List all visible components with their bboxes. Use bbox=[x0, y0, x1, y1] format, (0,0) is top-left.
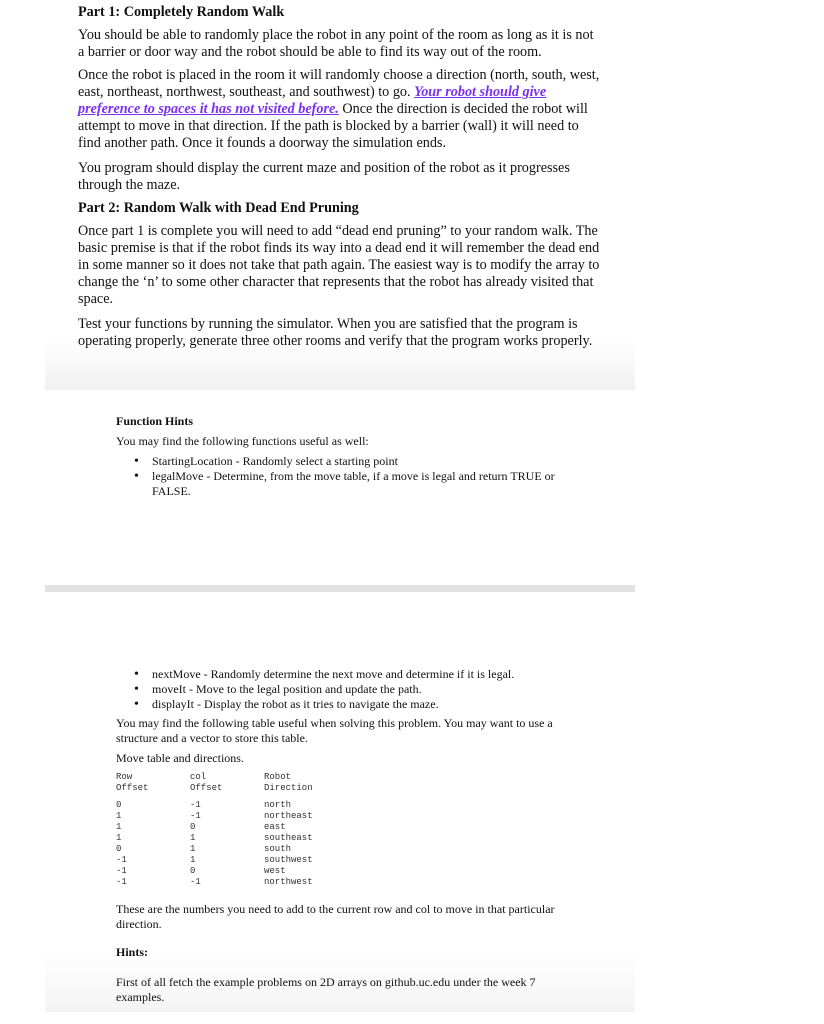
list-item: • moveIt - Move to the legal position and update the path. bbox=[116, 682, 576, 697]
list-item: • StartingLocation - Randomly select a starting point bbox=[116, 454, 576, 469]
row-offset-cell: 0 bbox=[116, 844, 122, 854]
table-row bbox=[116, 800, 344, 811]
part1-paragraph-3: You program should display the current maze and position of the robot as it progresses through the maze. bbox=[78, 160, 570, 193]
function-hints-intro: You may find the following functions useful as well: bbox=[116, 434, 369, 448]
col-offset-cell: 0 bbox=[190, 866, 196, 876]
list-item: • nextMove - Randomly determine the next move and determine if it is legal. bbox=[116, 667, 576, 682]
part1-paragraph-1: You should be able to randomly place the robot in any point of the room as long as it is not a barrier or door way and the robot should be able to find its way out of the room. bbox=[78, 27, 594, 60]
direction-cell: northwest bbox=[264, 877, 313, 887]
row-offset-cell: -1 bbox=[116, 855, 127, 865]
table-row bbox=[116, 833, 344, 844]
preference-link[interactable]: Your robot should give preference to spaces it has not visited before. bbox=[78, 84, 547, 117]
part1-paragraph-2-text: Once the robot is placed in the room it will randomly choose a direction (north, south, west, east, northeast, northwest, southeast, and southwest) to go. bbox=[78, 67, 600, 100]
hints-heading: Hints: bbox=[116, 945, 149, 959]
col-offset-cell: -1 bbox=[190, 811, 201, 821]
page-1 bbox=[45, 0, 635, 390]
header-text: col bbox=[190, 772, 207, 782]
row-offset-cell: 1 bbox=[116, 833, 122, 843]
hints-text: First of all fetch the example problems on 2D arrays on github.uc.edu under the week 7 examples. bbox=[116, 975, 536, 1004]
row-offset-cell: -1 bbox=[116, 877, 127, 887]
header-text: Robot bbox=[264, 772, 292, 782]
direction-cell: north bbox=[264, 800, 292, 810]
header-text: Offset bbox=[190, 783, 223, 793]
page-divider bbox=[45, 585, 635, 592]
direction-cell: west bbox=[264, 866, 286, 876]
page-3 bbox=[45, 592, 635, 1012]
part2-paragraph-1: Once part 1 is complete you will need to add “dead end pruning” to your random walk. The basic premise is that if the robot finds its way into a dead end it will remember the dead end in some manner so it does not take that path again. The easiest way is to modify the array to change the ‘n’ to some other character that represents that the robot has already visited that space. bbox=[78, 223, 600, 307]
header-text: Offset bbox=[116, 783, 149, 793]
table-explanation: These are the numbers you need to add to the current row and col to move in that particular direction. bbox=[116, 902, 555, 931]
table-row bbox=[116, 822, 344, 833]
col-offset-cell: 0 bbox=[190, 822, 196, 832]
page-2 bbox=[45, 390, 635, 585]
col-offset-cell: -1 bbox=[190, 800, 201, 810]
header-row-offset bbox=[116, 772, 190, 800]
header-robot-direction bbox=[264, 772, 344, 800]
header-text: Row bbox=[116, 772, 133, 782]
col-offset-cell: 1 bbox=[190, 833, 196, 843]
direction-cell: southwest bbox=[264, 855, 313, 865]
header-text: Direction bbox=[264, 783, 313, 793]
part1-heading: Part 1: Completely Random Walk bbox=[78, 4, 285, 20]
table-row bbox=[116, 866, 344, 877]
table-row bbox=[116, 855, 344, 866]
table-title: Move table and directions. bbox=[116, 751, 244, 765]
function-hints-heading: Function Hints bbox=[116, 414, 194, 428]
function-hints-list bbox=[116, 454, 576, 499]
row-offset-cell: -1 bbox=[116, 866, 127, 876]
row-offset-cell: 1 bbox=[116, 811, 122, 821]
part2-heading: Part 2: Random Walk with Dead End Pruning bbox=[78, 200, 359, 216]
direction-cell: southeast bbox=[264, 833, 313, 843]
direction-cell: south bbox=[264, 844, 292, 854]
part1-paragraph-2 bbox=[78, 67, 603, 152]
table-row bbox=[116, 844, 344, 855]
col-offset-cell: -1 bbox=[190, 877, 201, 887]
table-intro: You may find the following table useful when solving this problem. You may want to use a structure and a vector to store this table. bbox=[116, 716, 553, 745]
direction-cell: northeast bbox=[264, 811, 313, 821]
direction-cell: east bbox=[264, 822, 286, 832]
move-table bbox=[116, 772, 344, 888]
col-offset-cell: 1 bbox=[190, 855, 196, 865]
list-item: • displayIt - Display the robot as it tries to navigate the maze. bbox=[116, 697, 576, 712]
part2-paragraph-2: Test your functions by running the simulator. When you are satisfied that the program is operating properly, generate three other rooms and verify that the program works properly. bbox=[78, 316, 593, 349]
list-item: • legalMove - Determine, from the move table, if a move is legal and return TRUE or FALSE. bbox=[116, 469, 576, 499]
table-header-row bbox=[116, 772, 344, 800]
header-col-offset bbox=[190, 772, 264, 800]
table-row bbox=[116, 811, 344, 822]
row-offset-cell: 1 bbox=[116, 822, 122, 832]
col-offset-cell: 1 bbox=[190, 844, 196, 854]
part1-paragraph-2-text-end: Once the direction is decided the robot will attempt to move in that direction. If the path is blocked by a barrier (wall) it will need to find another path. Once it founds a doorway the simulation ends. bbox=[78, 101, 588, 151]
function-list-continued bbox=[116, 667, 576, 712]
row-offset-cell: 0 bbox=[116, 800, 122, 810]
table-row bbox=[116, 877, 344, 888]
